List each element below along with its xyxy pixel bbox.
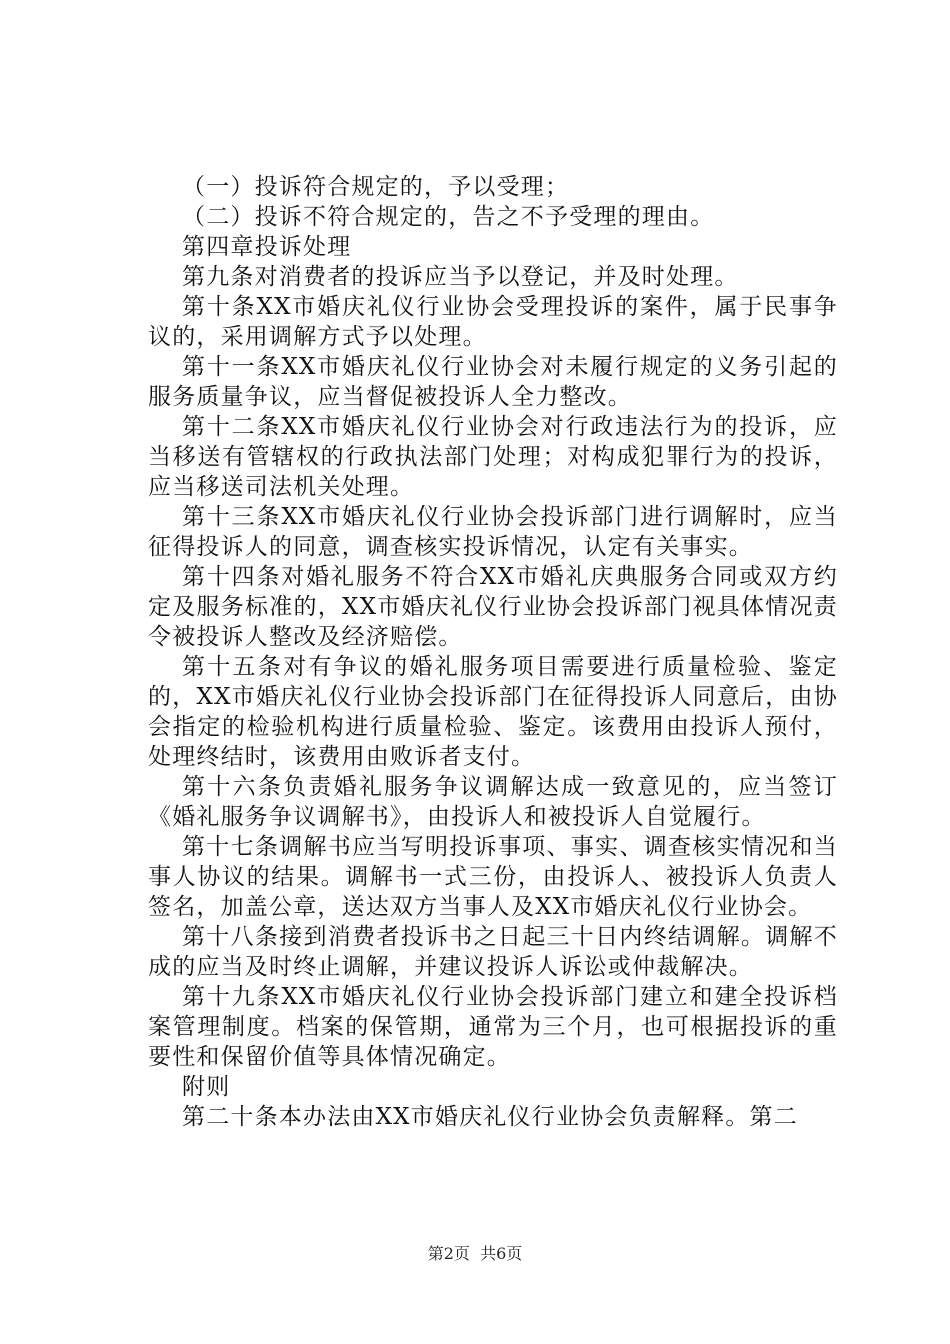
article-17: 第十七条调解书应当写明投诉事项、事实、调查核实情况和当事人协议的结果。调解书一式三份，由投诉人、被投诉人负责人签名，加盖公章，送达双方当事人及XX市婚庆礼仪行业协会。 xyxy=(148,834,838,920)
article-18: 第十八条接到消费者投诉书之日起三十日内终结调解。调解不成的应当及时终止调解，并建议投诉人诉讼或仲裁解决。 xyxy=(148,924,838,980)
article-14: 第十四条对婚礼服务不符合XX市婚礼庆典服务合同或双方约定及服务标准的，XX市婚庆礼仪行业协会投诉部门视具体情况责令被投诉人整改及经济赔偿。 xyxy=(148,564,838,650)
supplementary-heading: 附则 xyxy=(182,1074,231,1100)
article-15: 第十五条对有争议的婚礼服务项目需要进行质量检验、鉴定的，XX市婚庆礼仪行业协会投诉部门在征得投诉人同意后，由协会指定的检验机构进行质量检验、鉴定。该费用由投诉人预付，处理终结时，该费用由败诉者支付。 xyxy=(148,654,838,770)
article-20: 第二十条本办法由XX市婚庆礼仪行业协会负责解释。第二 xyxy=(182,1104,798,1130)
paragraph-1: （一）投诉符合规定的，予以受理； xyxy=(182,174,570,200)
paragraph-2: （二）投诉不符合规定的，告之不予受理的理由。 xyxy=(182,204,715,230)
article-19: 第十九条XX市婚庆礼仪行业协会投诉部门建立和建全投诉档案管理制度。档案的保管期，通常为三个月，也可根据投诉的重要性和保留价值等具体情况确定。 xyxy=(148,984,838,1070)
article-9: 第九条对消费者的投诉应当予以登记，并及时处理。 xyxy=(182,264,739,290)
article-12: 第十二条XX市婚庆礼仪行业协会对行政违法行为的投诉，应当移送有管辖权的行政执法部门处理；对构成犯罪行为的投诉，应当移送司法机关处理。 xyxy=(148,414,838,500)
article-13: 第十三条XX市婚庆礼仪行业协会投诉部门进行调解时，应当征得投诉人的同意，调查核实投诉情况，认定有关事实。 xyxy=(148,504,838,560)
document-body xyxy=(148,172,838,1132)
chapter-heading: 第四章投诉处理 xyxy=(182,234,352,260)
article-16: 第十六条负责婚礼服务争议调解达成一致意见的，应当签订《婚礼服务争议调解书》，由投诉人和被投诉人自觉履行。 xyxy=(148,774,838,830)
article-10: 第十条XX市婚庆礼仪行业协会受理投诉的案件，属于民事争议的，采用调解方式予以处理。 xyxy=(148,294,838,350)
page-footer: 第2页 共6页 xyxy=(427,1244,523,1263)
article-11: 第十一条XX市婚庆礼仪行业协会对未履行规定的义务引起的服务质量争议，应当督促被投诉人全力整改。 xyxy=(148,354,838,410)
